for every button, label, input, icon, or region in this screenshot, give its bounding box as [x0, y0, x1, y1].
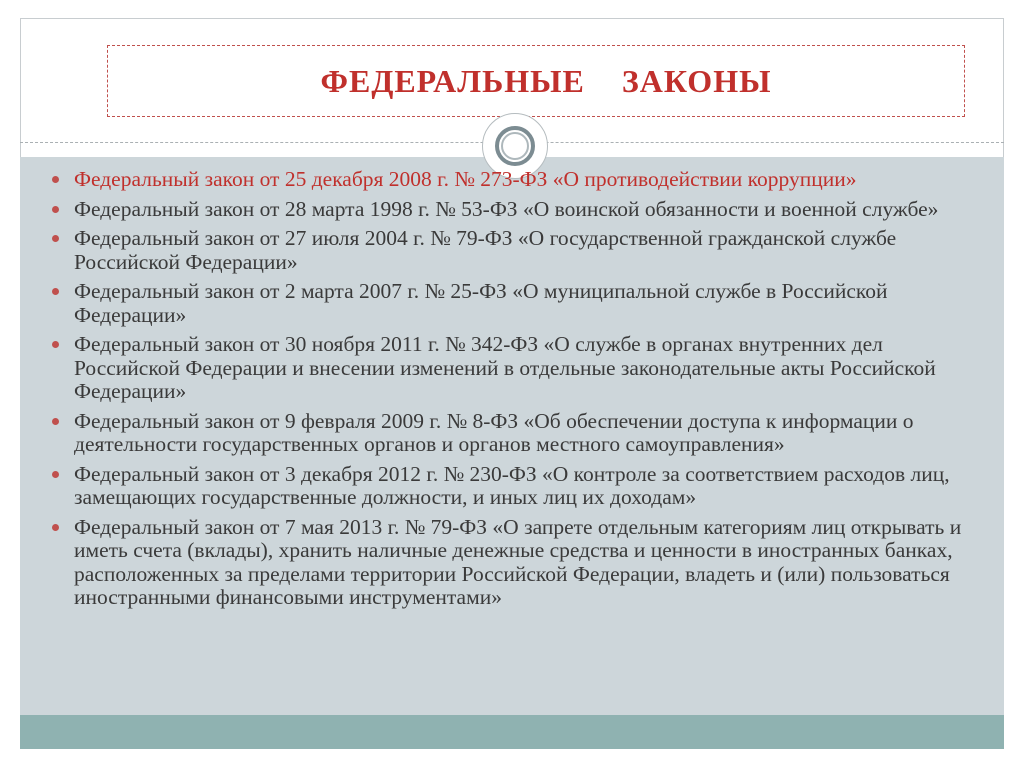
bullet-icon: [52, 206, 59, 213]
law-item: [52, 410, 972, 457]
ornament-core: [501, 132, 529, 160]
law-text: Федеральный закон от 7 мая 2013 г. № 79-ФЗ «О запрете отдельным категориям лиц открывать и иметь счета (вклады), хранить наличные денежные средства и ценности в иностранных банках, расположенных за пределами территории Российской Федерации, владеть и (или) пользоваться иностранными финансовыми инструментами»: [74, 514, 962, 609]
law-text: Федеральный закон от 25 декабря 2008 г. № 273-ФЗ «О противодействии коррупции»: [74, 167, 857, 191]
bullet-icon: [52, 176, 59, 183]
bullet-icon: [52, 524, 59, 531]
bullet-icon: [52, 288, 59, 295]
law-item: [52, 280, 972, 327]
bullet-icon: [52, 341, 59, 348]
slide-title: ФЕДЕРАЛЬНЫЕ ЗАКОНЫ: [320, 62, 772, 99]
law-item: [52, 198, 972, 222]
law-list: [52, 168, 972, 616]
law-item: [52, 333, 972, 404]
law-text: Федеральный закон от 2 марта 2007 г. № 25-ФЗ «О муниципальной службе в Российской Федерации»: [74, 279, 888, 327]
footer-band: [20, 715, 1004, 749]
law-text: Федеральный закон от 3 декабря 2012 г. № 230-ФЗ «О контроле за соответствием расходов лиц, замещающих государственные должности, и иных лиц их доходам»: [74, 461, 950, 509]
law-item: [52, 227, 972, 274]
ornament-ring: [495, 126, 535, 166]
law-text: Федеральный закон от 30 ноября 2011 г. № 342-ФЗ «О службе в органах внутренних дел Российской Федерации и внесении изменений в отдельные законодательные акты Российской Федерации»: [74, 332, 936, 403]
law-item: [52, 168, 972, 192]
law-text: Федеральный закон от 28 марта 1998 г. № 53-ФЗ «О воинской обязанности и военной службе»: [74, 196, 939, 221]
law-text: Федеральный закон от 27 июля 2004 г. № 79-ФЗ «О государственной гражданской службе Российской Федерации»: [74, 226, 897, 274]
title-box: [107, 45, 965, 117]
bullet-icon: [52, 471, 59, 478]
law-item: [52, 463, 972, 510]
bullet-icon: [52, 235, 59, 242]
law-item: [52, 516, 972, 610]
bullet-icon: [52, 418, 59, 425]
law-text: Федеральный закон от 9 февраля 2009 г. № 8-ФЗ «Об обеспечении доступа к информации о деятельности государственных органов и органов местного самоуправления»: [74, 408, 914, 456]
